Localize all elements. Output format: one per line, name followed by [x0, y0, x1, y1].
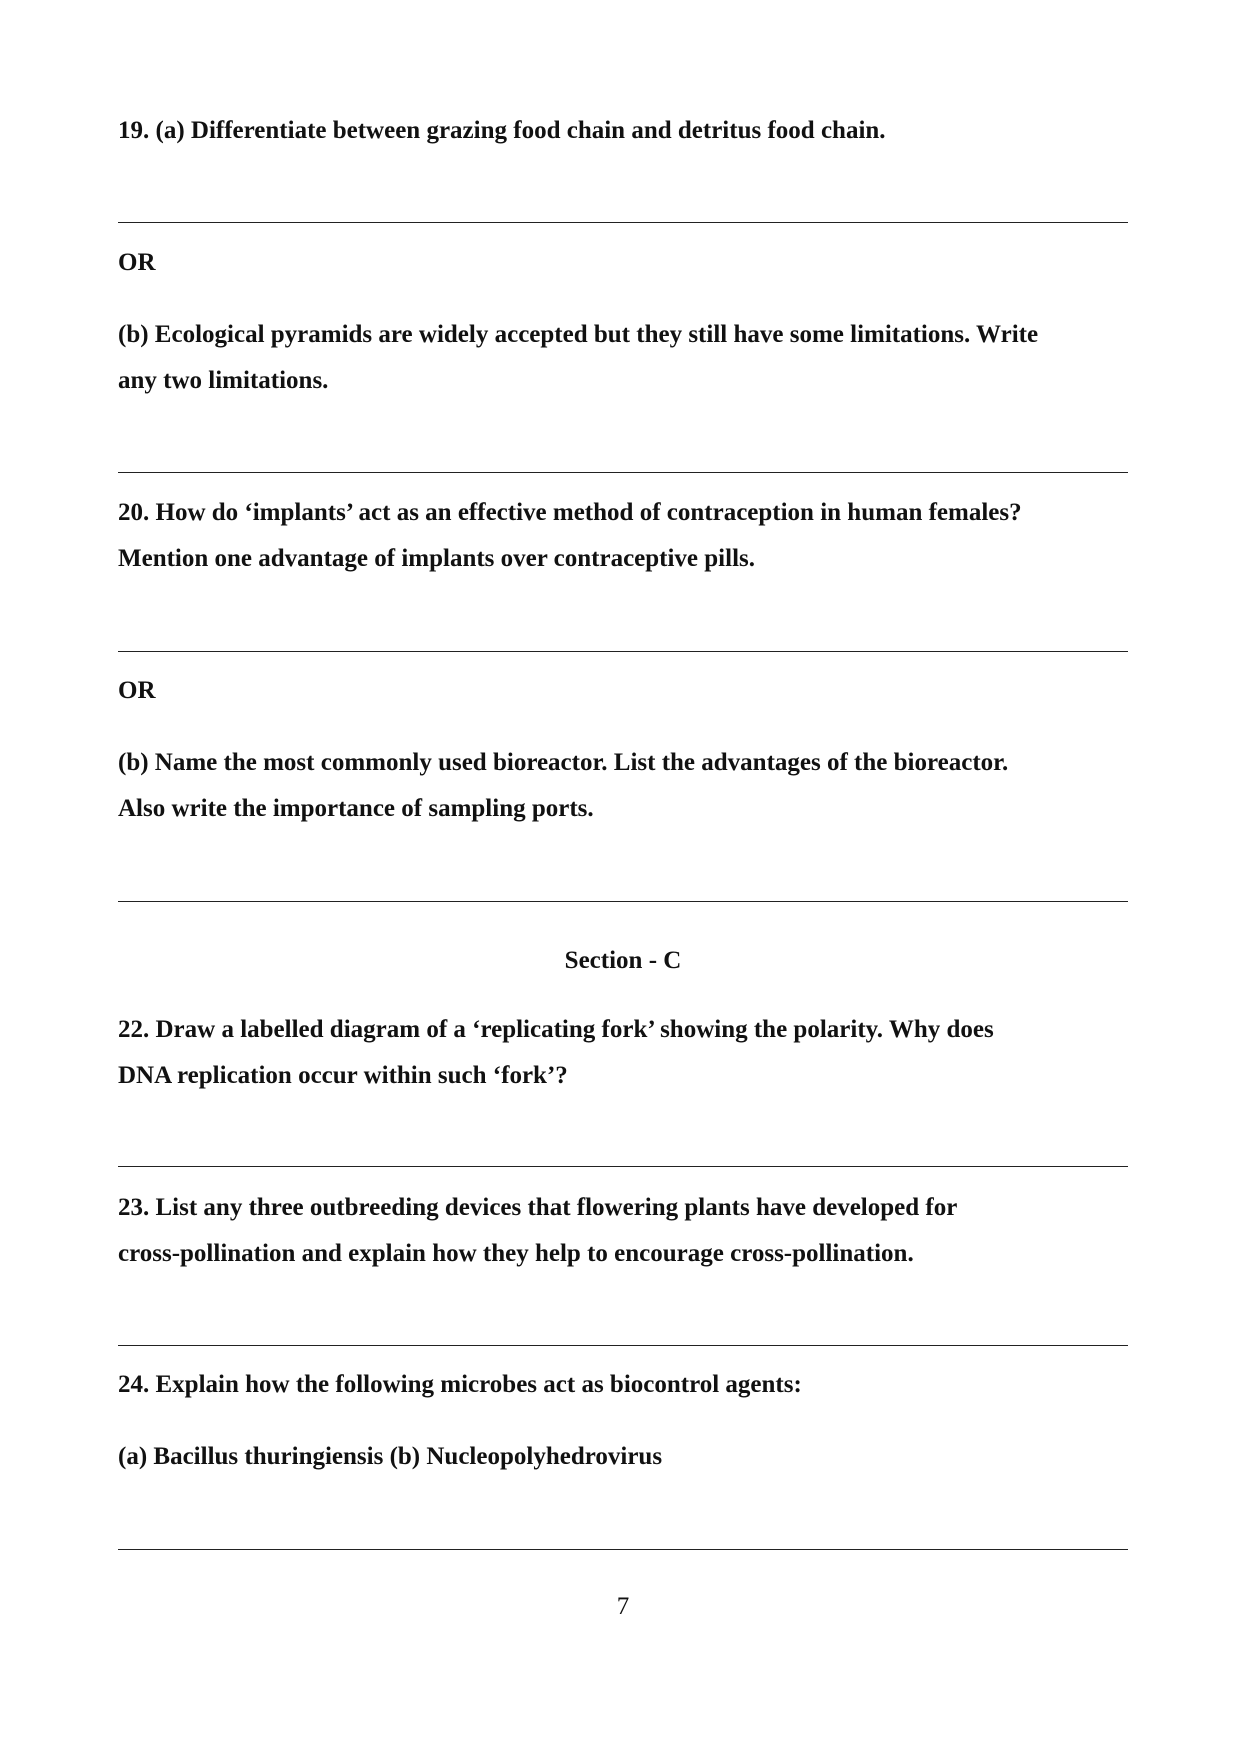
question-24-line-2: (a) Bacillus thuringiensis (b) Nucleopolyhedrovirus	[118, 1443, 663, 1470]
answer-divider	[118, 1166, 1128, 1167]
section-heading: Section - C	[564, 947, 682, 974]
question-19a: 19. (a) Differentiate between grazing food chain and detritus food chain.	[118, 117, 886, 144]
question-20-line-1: 20. How do ‘implants’ act as an effective method of contraception in human females?	[118, 499, 1022, 526]
answer-divider	[118, 651, 1128, 652]
question-22-line-1: 22. Draw a labelled diagram of a ‘replicating fork’ showing the polarity. Why does	[118, 1016, 994, 1043]
question-23-line-2: cross-pollination and explain how they help to encourage cross-pollination.	[118, 1240, 914, 1267]
question-20b-line-2: Also write the importance of sampling ports.	[118, 795, 594, 822]
answer-divider	[118, 901, 1128, 902]
question-20b-line-1: (b) Name the most commonly used bioreactor. List the advantages of the bioreactor.	[118, 749, 1009, 776]
answer-divider	[118, 222, 1128, 223]
or-label: OR	[118, 677, 156, 704]
answer-divider	[118, 472, 1128, 473]
page-number: 7	[616, 1593, 630, 1620]
answer-divider	[118, 1549, 1128, 1550]
or-label: OR	[118, 249, 156, 276]
question-19b-line-2: any two limitations.	[118, 367, 329, 394]
question-22-line-2: DNA replication occur within such ‘fork’?	[118, 1062, 568, 1089]
question-19b-line-1: (b) Ecological pyramids are widely accepted but they still have some limitations. Write	[118, 321, 1039, 348]
question-24-line-1: 24. Explain how the following microbes act as biocontrol agents:	[118, 1371, 802, 1398]
question-23-line-1: 23. List any three outbreeding devices that flowering plants have developed for	[118, 1194, 958, 1221]
question-20-line-2: Mention one advantage of implants over contraceptive pills.	[118, 545, 755, 572]
answer-divider	[118, 1345, 1128, 1346]
